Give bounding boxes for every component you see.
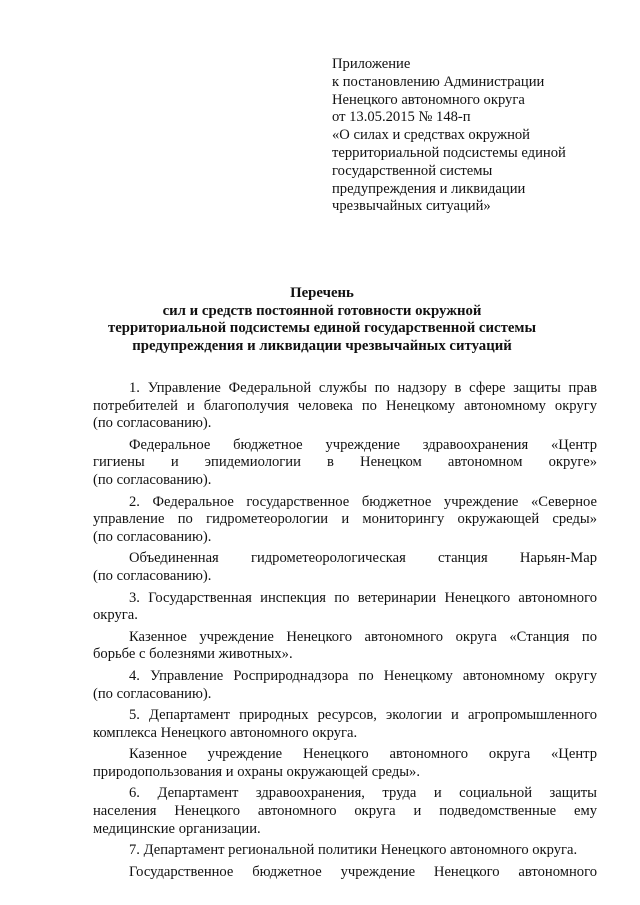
appendix-line: территориальной подсистемы единой bbox=[332, 144, 566, 161]
list-item bbox=[93, 550, 597, 585]
list-item bbox=[93, 785, 597, 838]
text-line: (по согласованию). bbox=[93, 567, 212, 584]
text-line: 5. Департамент природных ресурсов, экологии и агропромышленного bbox=[129, 707, 597, 724]
text-line: Казенное учреждение Ненецкого автономного округа «Станция по bbox=[129, 628, 597, 645]
text-line: Государственное бюджетное учреждение Ненецкого автономного bbox=[129, 863, 597, 880]
title-line: Перечень bbox=[290, 285, 354, 301]
appendix-line: предупреждения и ликвидации bbox=[332, 180, 526, 197]
text-line: природопользования и охраны окружающей среды». bbox=[93, 763, 420, 780]
text-line: 3. Государственная инспекция по ветеринарии Ненецкого автономного bbox=[129, 589, 597, 606]
text-line: 2. Федеральное государственное бюджетное учреждение «Северное bbox=[129, 493, 597, 510]
list-item bbox=[93, 668, 597, 703]
appendix-line: чрезвычайных ситуаций» bbox=[332, 198, 491, 215]
document-title bbox=[60, 285, 584, 355]
appendix-line: Приложение bbox=[332, 56, 411, 72]
text-line: 4. Управление Росприроднадзора по Ненецкому автономному округу bbox=[129, 667, 597, 684]
text-line: округа. bbox=[93, 607, 138, 624]
text-line: гигиены и эпидемиологии в Ненецком автономном округе» bbox=[93, 454, 597, 471]
title-line: сил и средств постоянной готовности окружной bbox=[162, 302, 482, 319]
text-line: медицинские организации. bbox=[93, 820, 261, 837]
list-item bbox=[93, 629, 597, 664]
appendix-line: от 13.05.2015 № 148-п bbox=[332, 109, 471, 126]
title-line: территориальной подсистемы единой государственной системы bbox=[107, 320, 537, 336]
text-line: населения Ненецкого автономного округа и подведомственные ему bbox=[93, 803, 597, 820]
appendix-line: «О силах и средствах окружной bbox=[332, 127, 530, 144]
text-line: управление по гидрометеорологии и мониторингу окружающей среды» bbox=[93, 511, 597, 528]
text-line: борьбе с болезнями животных». bbox=[93, 646, 293, 663]
list-item bbox=[93, 590, 597, 625]
text-line: 6. Департамент здравоохранения, труда и социальной защиты bbox=[129, 785, 597, 802]
list-item bbox=[93, 864, 597, 882]
list-item bbox=[93, 707, 597, 742]
text-line: (по согласованию). bbox=[93, 528, 212, 545]
text-line: Федеральное бюджетное учреждение здравоохранения «Центр bbox=[129, 436, 597, 453]
text-line: комплекса Ненецкого автономного округа. bbox=[93, 724, 358, 741]
text-line: потребителей и благополучия человека по Ненецкому автономному округу bbox=[93, 397, 597, 414]
text-line: 7. Департамент региональной политики Ненецкого автономного округа. bbox=[129, 842, 578, 859]
list-item bbox=[93, 380, 597, 433]
text-line: Объединенная гидрометеорологическая станция Нарьян-Мар bbox=[129, 550, 597, 567]
list-item bbox=[93, 494, 597, 547]
text-line: (по согласованию). bbox=[93, 471, 212, 488]
text-line: 1. Управление Федеральной службы по надзору в сфере защиты прав bbox=[129, 380, 597, 396]
text-line: (по согласованию). bbox=[93, 685, 212, 702]
appendix-block bbox=[332, 56, 612, 216]
appendix-line: государственной системы bbox=[332, 162, 493, 179]
text-line: Казенное учреждение Ненецкого автономного округа «Центр bbox=[129, 746, 597, 763]
title-line: предупреждения и ликвидации чрезвычайных ситуаций bbox=[132, 337, 512, 354]
list-body bbox=[93, 380, 597, 881]
list-item bbox=[93, 437, 597, 490]
appendix-line: Ненецкого автономного округа bbox=[332, 91, 525, 108]
text-line: (по согласованию). bbox=[93, 415, 212, 432]
list-item bbox=[93, 842, 597, 860]
appendix-line: к постановлению Администрации bbox=[332, 73, 545, 90]
list-item bbox=[93, 746, 597, 781]
